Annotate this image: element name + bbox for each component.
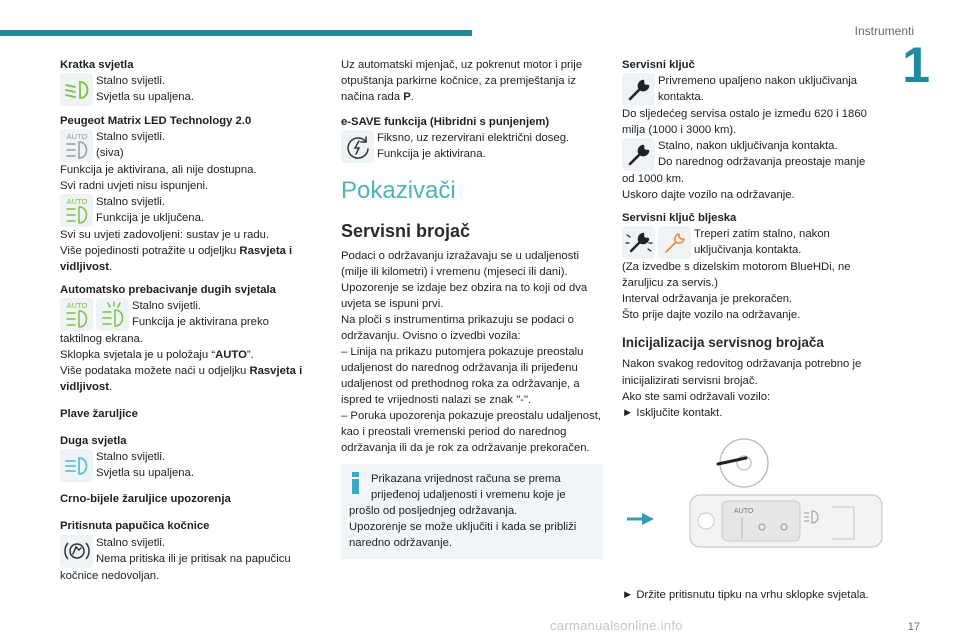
heading-servisni-kljuc: Servisni ključ: [622, 59, 695, 71]
link-ref: Rasvjeta i vidljivost: [60, 365, 303, 394]
indicator-row: [60, 449, 318, 482]
indicator-text: uključivanja kontakta.: [694, 244, 802, 257]
paragraph: Do sljedećeg servisa ostalo je između 620 i 1860 milja (1000 i 3000 km).: [622, 108, 867, 137]
wrench-outline-icon: [658, 226, 691, 259]
paragraph: ► Držite pritisnutu tipku na vrhu sklopke svjetala.: [622, 588, 869, 601]
paragraph: Interval održavanja je prekoračen.: [622, 293, 793, 306]
text-run: Više pojedinosti potražite u odjeljku: [60, 245, 240, 258]
text-run: .: [410, 91, 414, 104]
indicator-row: [60, 73, 318, 106]
flashing-wrench-icon: [622, 226, 655, 259]
text-run: .: [108, 261, 113, 274]
steering-wheel-icon: [718, 439, 768, 487]
paragraph: Na ploči s instrumentima prikazuju se podaci o održavanju. Ovisno o izvedbi vozila:: [341, 313, 574, 342]
indicator-row: [622, 226, 890, 259]
paragraph: od 1000 km.: [622, 173, 685, 186]
indicator-text: (siva): [96, 147, 124, 160]
light-switch-illustration: [622, 427, 890, 587]
info-text: Upozorenje se može uključiti i kada se približi naredno održavanje.: [349, 521, 577, 550]
heading-kratka-svjetla: Kratka svjetla: [60, 59, 134, 71]
heading-esave: e-SAVE funkcija (Hibridni s punjenjem): [341, 116, 550, 129]
paragraph: Uskoro dajte vozilo na održavanje.: [622, 189, 795, 202]
paragraph: Ako ste sami održavali vozilo:: [622, 390, 771, 403]
heading-duga-svjetla: Duga svjetla: [60, 435, 127, 448]
paragraph: Upozorenje se izdaje bez obzira na to koji od dva uvjeta se ispuni prvi.: [341, 281, 588, 310]
matrix-led-grey-icon: [60, 129, 93, 162]
auto-icon-text: AUTO: [66, 196, 87, 206]
indicator-row: [622, 138, 890, 171]
indicator-text: Stalno svijetli.: [96, 131, 166, 144]
info-text: Prikazana vrijednost računa se prema prijeđenoj udaljenosti i vremenu koje je: [371, 473, 566, 502]
paragraph: (Za izvedbe s dizelskim motorom BlueHDi, ne žaruljicu za servis.): [622, 261, 851, 290]
main-beam-icon: [60, 449, 93, 482]
auto-label: AUTO: [215, 349, 247, 362]
indicator-text: Do narednog održavanja preostaje manje: [658, 156, 866, 169]
link-ref: Rasvjeta i vidljivost: [60, 245, 293, 274]
indicator-text: Stalno, nakon uključivanja kontakta.: [658, 140, 838, 153]
wrench-icon: [622, 138, 655, 171]
text-run: Sklopka svjetala je u položaju “: [60, 349, 216, 362]
header-accent-bar: [0, 30, 472, 36]
chapter-number: 1: [902, 37, 930, 93]
info-icon: [349, 472, 363, 494]
column-3: [622, 57, 890, 603]
indicator-text: Svjetla su upaljena.: [96, 467, 194, 480]
brake-pedal-icon: [60, 535, 93, 568]
indicator-text: Fiksno, uz rezervirani električni doseg.: [377, 132, 570, 145]
paragraph: [60, 347, 318, 363]
indicator-text: Treperi zatim stalno, nakon: [694, 228, 830, 241]
text-run: ”.: [246, 349, 254, 362]
paragraph: – Poruka upozorenja pokazuje preostalu udaljenost, kao i preostali vremenski period do narednog održavanja ili da je rok za održavanje prekoračen.: [341, 410, 602, 455]
heading-plave: Plave žaruljice: [60, 408, 138, 421]
indicator-text: Stalno svijetli.: [96, 75, 166, 88]
indicator-text: Funkcija je aktivirana.: [377, 148, 486, 161]
paragraph: Što prije dajte vozilo na održavanje.: [622, 309, 801, 322]
watermark: carmanualsonline.info: [550, 617, 683, 633]
indicator-text: Stalno svijetli.: [96, 536, 166, 549]
text-run: Uz automatski mjenjač, uz pokrenut motor i prije otpuštanja parkirne kočnice, za premještanja iz načina rada: [341, 59, 583, 104]
heading-matrix-led: Peugeot Matrix LED Technology 2.0: [60, 115, 252, 128]
column-2: [341, 57, 603, 559]
indicator-text: Stalno svijetli.: [132, 300, 202, 313]
paragraph: taktilnog ekrana.: [60, 333, 143, 346]
section-label: Instrumenti: [854, 24, 914, 38]
heading-crno-bijele: Crno-bijele žaruljice upozorenja: [60, 493, 231, 506]
indicator-text: Privremeno upaljeno nakon uključivanja: [658, 75, 858, 88]
info-text: prošlo od posljednjeg održavanja.: [349, 505, 518, 518]
paragraph: [60, 243, 318, 275]
indicator-text: Stalno svijetli.: [96, 451, 166, 464]
column-1: [60, 57, 318, 584]
indicator-text: Stalno svijetli.: [96, 196, 166, 209]
paragraph: Svi radni uvjeti nisu ispunjeni.: [60, 180, 209, 193]
stalk-switch-icon: [690, 495, 882, 547]
paragraph: Svi su uvjeti zadovoljeni: sustav je u radu.: [60, 229, 270, 242]
low-beam-icon: [60, 73, 93, 106]
wrench-icon: [622, 73, 655, 106]
switch-auto-label: AUTO: [734, 507, 754, 515]
indicator-text: Svjetla su upaljena.: [96, 91, 194, 104]
subsection-title-inicijalizacija: Inicijalizacija servisnog brojača: [622, 335, 824, 351]
indicator-row: [60, 298, 318, 331]
press-arrow-icon: [627, 513, 654, 525]
heading-auto-high-beam: Automatsko prebacivanje dugih svjetala: [60, 284, 276, 297]
auto-icon-text: AUTO: [66, 300, 87, 310]
indicator-text: Funkcija je aktivirana preko: [132, 316, 269, 329]
indicator-row: [60, 535, 318, 568]
text-run: .: [108, 381, 113, 394]
info-box: [341, 464, 603, 559]
page-number: 17: [907, 621, 920, 634]
subsection-title-servisni-brojac: Servisni brojač: [341, 221, 471, 242]
text-run: Više podataka možete naći u odjeljku: [60, 365, 250, 378]
indicator-text: Nema pritiska ili je pritisak na papučicu: [96, 552, 291, 565]
paragraph: [60, 363, 318, 395]
high-beam-icon: [96, 298, 129, 331]
paragraph: Podaci o održavanju izražavaju se u udaljenosti (milje ili kilometri) i vremenu (mjeseci ili dani).: [341, 249, 580, 278]
indicator-row: [60, 129, 318, 162]
indicator-row: [60, 194, 318, 227]
indicator-row: [341, 130, 603, 163]
indicator-text: kontakta.: [658, 91, 704, 104]
section-title-pokazivaci: Pokazivači: [341, 177, 456, 205]
matrix-led-green-icon: [60, 194, 93, 227]
auto-icon-text: AUTO: [66, 131, 87, 141]
paragraph: – Linija na prikazu putomjera pokazuje preostalu udaljenost do narednog održavanja ili prijeđenu udaljenost od prethodnog roka za održavanje, a ispred te vrijednosti nalazi se znak "-".: [341, 345, 584, 406]
paragraph: Nakon svakog redovitog održavanja potrebno je inicijalizirati servisni brojač.: [622, 358, 862, 387]
esave-icon: [341, 130, 374, 163]
paragraph: kočnice nedovoljan.: [60, 569, 160, 582]
gear-p-label: P: [403, 91, 411, 104]
indicator-text: Funkcija je uključena.: [96, 212, 205, 225]
heading-papucica: Pritisnuta papučica kočnice: [60, 520, 210, 533]
paragraph: [341, 57, 603, 105]
paragraph: Funkcija je aktivirana, ali nije dostupna.: [60, 164, 257, 177]
auto-high-beam-icon: [60, 298, 93, 331]
indicator-row: [622, 73, 890, 106]
paragraph: ► Isključite kontakt.: [622, 406, 723, 419]
heading-kljuc-bljeska: Servisni ključ bljeska: [622, 212, 737, 225]
